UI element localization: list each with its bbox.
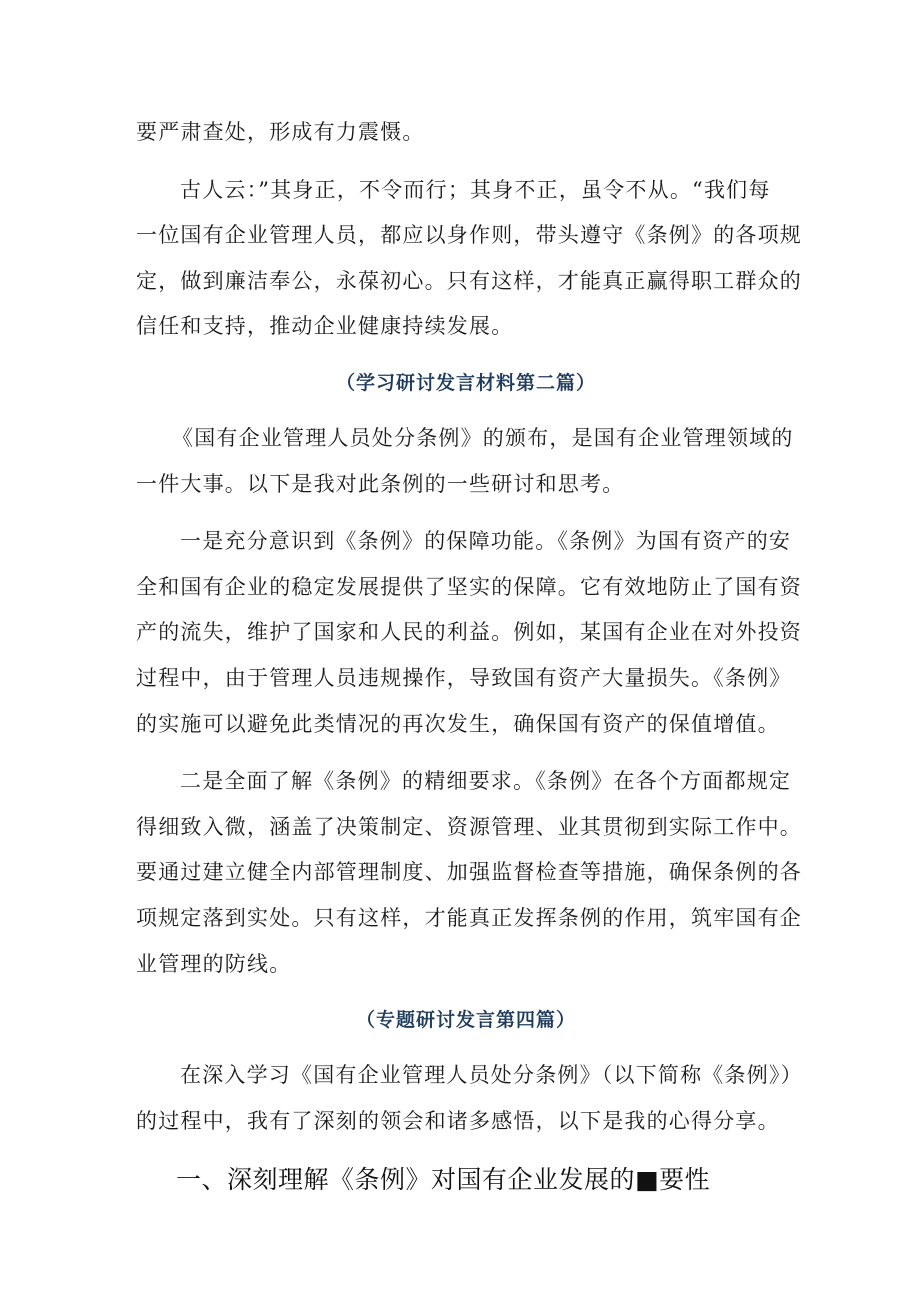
section-heading-second: （学习研讨发言材料第二篇） <box>335 371 596 394</box>
text-line: 得细致入微，涵盖了决策制定、资源管理、业其贯彻到实际工作中。 <box>136 814 802 839</box>
text-line: 项规定落到实处。只有这样，才能真正发挥条例的作用，筑牢国有企 <box>136 905 802 930</box>
text-line: 全和国有企业的稳定发展提供了坚实的保障。它有效地防止了国有资 <box>136 574 802 599</box>
text-line: 过程中，由于管理人员违规操作，导致国有资产大量损失。《条例》 <box>136 665 792 690</box>
text-line: 一件大事。以下是我对此条例的一些研讨和思考。 <box>136 471 625 496</box>
paragraph-1 <box>136 168 802 350</box>
document-page <box>136 110 803 1200</box>
text-line: 产的流失，维护了国家和人民的利益。例如，某国有企业在对外投资 <box>136 620 802 645</box>
paragraph-3 <box>136 519 802 747</box>
text-line: 的实施可以避免此类情况的再次发生，确保国有资产的保值增值。 <box>136 711 780 736</box>
text-line: 要通过建立健全内部管理制度、加强监督检查等措施，确保条例的各 <box>136 860 802 885</box>
text-line: 一位国有企业管理人员，都应以身作则，带头遵守《条例》的各项规 <box>136 223 802 248</box>
text-line: 二是全面了解《条例》的精细要求。《条例》在各个方面都规定 <box>180 769 792 794</box>
text-line: 信任和支持，推动企业健康持续发展。 <box>136 314 514 339</box>
paragraph-2 <box>136 416 796 507</box>
paragraph-0 <box>136 110 796 156</box>
text-line: 古人云：”其身正，不令而行；其身不正，虽令不从。“我们每 <box>180 177 771 202</box>
paragraph-5 <box>136 1053 803 1144</box>
section-heading-fourth: （专题研讨发言第四篇） <box>355 1009 576 1032</box>
text-line: 的过程中，我有了深刻的领会和诸多感悟，以下是我的心得分享。 <box>136 1108 780 1133</box>
section-title: 一、深刻理解《条例》对国有企业发展的■要性 <box>176 1165 711 1195</box>
text-line: 要严肃查处，形成有力震慑。 <box>136 120 425 144</box>
text-line: 《国有企业管理人员处分条例》的颁布，是国有企业管理领域的 <box>172 425 794 450</box>
text-line: 定，做到廉洁奉公，永葆初心。只有这样，才能真正赢得职工群众的 <box>136 268 802 293</box>
text-line: 业管理的防线。 <box>136 951 292 976</box>
text-line: 在深入学习《国有企业管理人员处分条例》（以下简称《条例》） <box>180 1063 803 1088</box>
text-line: 一是充分意识到《条例》的保障功能。《条例》为国有资产的安 <box>180 529 792 554</box>
paragraph-4 <box>136 759 802 987</box>
